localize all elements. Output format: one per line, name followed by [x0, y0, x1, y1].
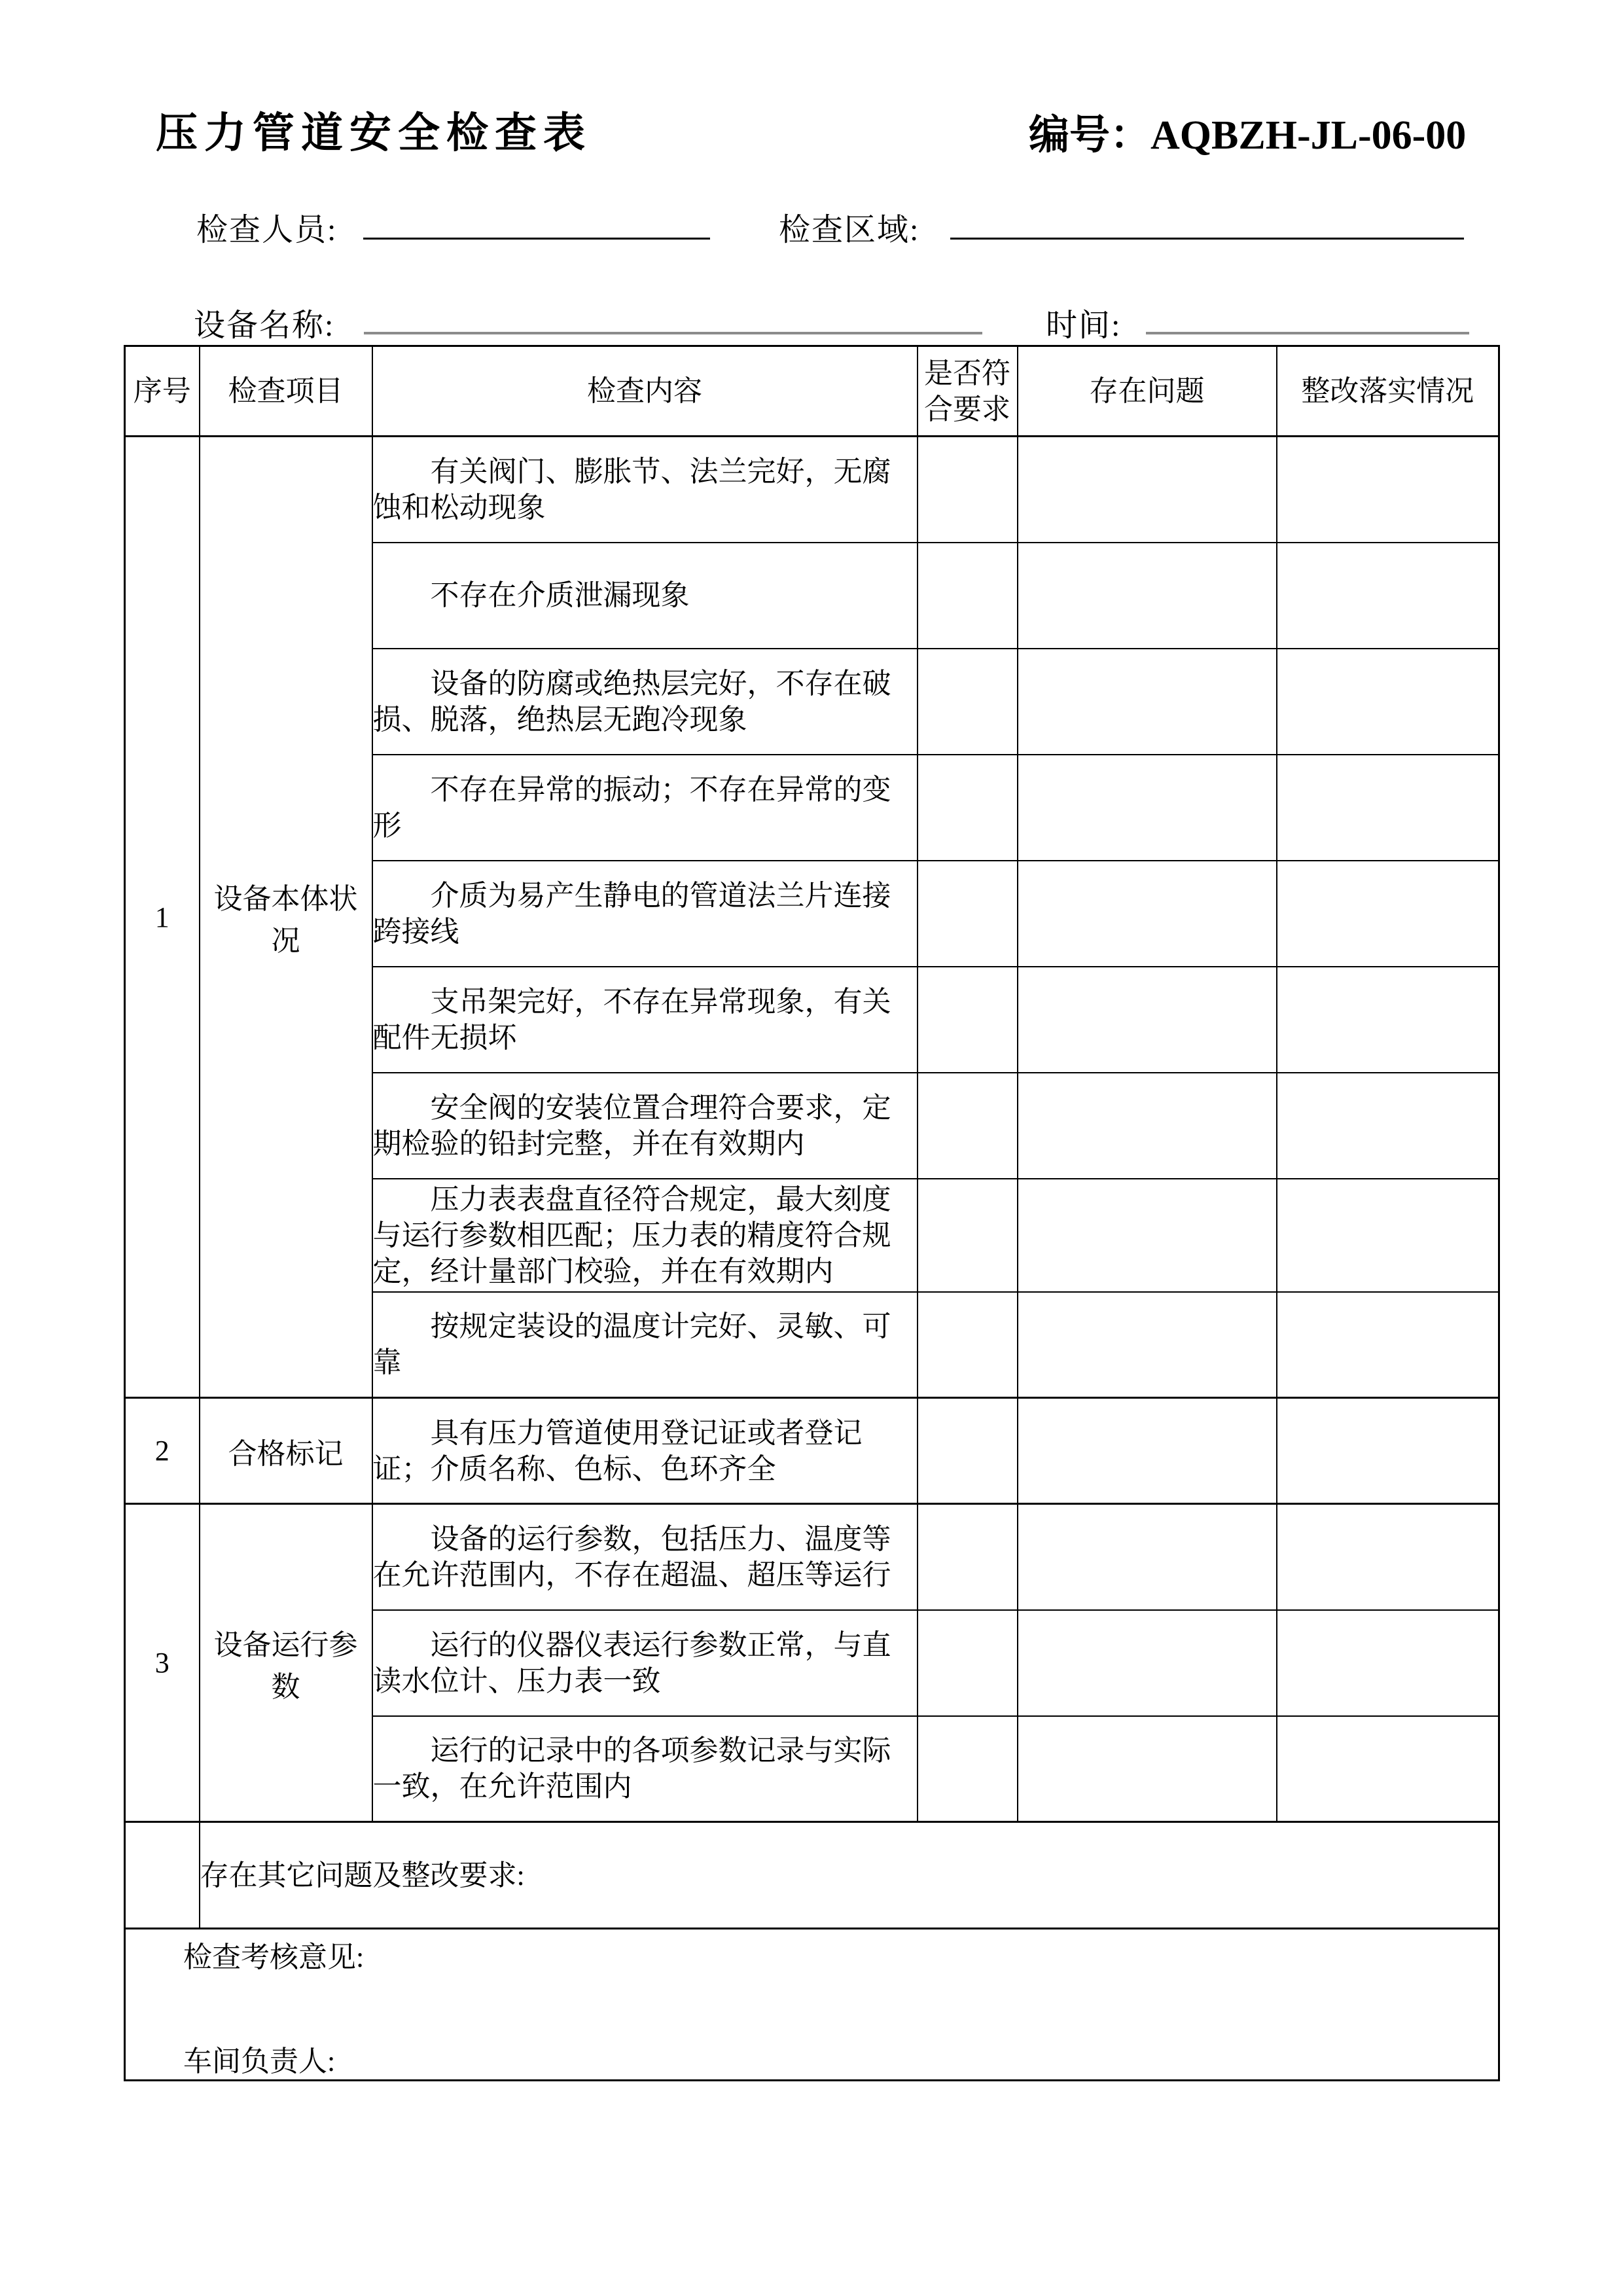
rectification-cell [1277, 1179, 1499, 1292]
problem-cell [1018, 1504, 1277, 1610]
problem-cell [1018, 755, 1277, 861]
other-problems-seq-cell [125, 1822, 200, 1929]
problem-cell [1018, 437, 1277, 543]
compliance-cell [918, 1504, 1018, 1610]
rectification-cell [1277, 1073, 1499, 1179]
content-cell: 不存在异常的振动；不存在异常的变形 [372, 755, 918, 861]
col-header-content: 检查内容 [372, 346, 918, 437]
content-cell: 支吊架完好，不存在异常现象，有关配件无损坏 [372, 967, 918, 1073]
compliance-cell [918, 1716, 1018, 1822]
rectification-cell [1277, 437, 1499, 543]
item-cell-2: 合格标记 [200, 1398, 372, 1504]
seq-cell-3: 3 [125, 1504, 200, 1822]
col-header-seq: 序号 [125, 346, 200, 437]
problem-cell [1018, 1073, 1277, 1179]
compliance-cell [918, 1610, 1018, 1716]
rectification-cell [1277, 1610, 1499, 1716]
content-cell: 设备的运行参数，包括压力、温度等在允许范围内，不存在超温、超压等运行 [372, 1504, 918, 1610]
rectification-cell [1277, 1504, 1499, 1610]
content-cell: 具有压力管道使用登记证或者登记证；介质名称、色标、色环齐全 [372, 1398, 918, 1504]
doc-number-label: 编号： [1029, 113, 1151, 158]
rectification-cell [1277, 967, 1499, 1073]
compliance-cell [918, 1179, 1018, 1292]
doc-number-value: AQBZH-JL-06-00 [1150, 113, 1467, 158]
review-cell [125, 1929, 1499, 2081]
compliance-cell [918, 967, 1018, 1073]
page-title: 压力管道安全检查表 [156, 110, 592, 156]
compliance-cell [918, 755, 1018, 861]
content-cell: 有关阀门、膨胀节、法兰完好，无腐蚀和松动现象 [372, 437, 918, 543]
rectification-cell [1277, 861, 1499, 967]
inspector-field-label: 检查人员: [196, 213, 338, 247]
review-opinion-label: 检查考核意见: [183, 1941, 365, 1973]
workshop-manager-label: 车间负责人: [183, 2045, 336, 2077]
problem-cell [1018, 861, 1277, 967]
rectification-cell [1277, 543, 1499, 649]
rectification-cell [1277, 755, 1499, 861]
inspector-field-underline [363, 238, 710, 240]
content-cell: 按规定装设的温度计完好、灵敏、可靠 [372, 1292, 918, 1398]
problem-cell [1018, 649, 1277, 755]
review-row [125, 1929, 1499, 2081]
compliance-cell [918, 649, 1018, 755]
equipment-field-underline [364, 332, 982, 334]
other-problems-row [125, 1822, 1499, 1929]
rectification-cell [1277, 1716, 1499, 1822]
compliance-cell [918, 1073, 1018, 1179]
content-cell: 压力表表盘直径符合规定，最大刻度与运行参数相匹配；压力表的精度符合规定，经计量部门校验，并在有效期内 [372, 1179, 918, 1292]
table-row [125, 437, 1499, 543]
col-header-rectification: 整改落实情况 [1277, 346, 1499, 437]
doc-number [1029, 102, 1466, 160]
table-row [125, 1504, 1499, 1610]
col-header-compliance: 是否符合要求 [918, 346, 1018, 437]
problem-cell [1018, 1292, 1277, 1398]
content-cell: 介质为易产生静电的管道法兰片连接跨接线 [372, 861, 918, 967]
col-header-problem: 存在问题 [1018, 346, 1277, 437]
rectification-cell [1277, 1292, 1499, 1398]
item-cell-1: 设备本体状况 [200, 437, 372, 1398]
time-field-label: 时间: [1046, 308, 1122, 343]
problem-cell [1018, 1610, 1277, 1716]
compliance-cell [918, 437, 1018, 543]
compliance-cell [918, 1398, 1018, 1504]
problem-cell [1018, 1398, 1277, 1504]
table-row [125, 1398, 1499, 1504]
area-field-label: 检查区域: [779, 213, 920, 247]
problem-cell [1018, 1716, 1277, 1822]
content-cell: 运行的记录中的各项参数记录与实际一致，在允许范围内 [372, 1716, 918, 1822]
seq-cell-2: 2 [125, 1398, 200, 1504]
equipment-field-label: 设备名称: [194, 308, 335, 343]
col-header-item: 检查项目 [200, 346, 372, 437]
content-cell: 不存在介质泄漏现象 [372, 543, 918, 649]
header-row [125, 346, 1499, 437]
problem-cell [1018, 543, 1277, 649]
item-cell-3: 设备运行参数 [200, 1504, 372, 1822]
compliance-cell [918, 543, 1018, 649]
compliance-cell [918, 861, 1018, 967]
rectification-cell [1277, 649, 1499, 755]
content-cell: 运行的仪器仪表运行参数正常，与直读水位计、压力表一致 [372, 1610, 918, 1716]
inspection-table [124, 345, 1500, 2081]
area-field-underline [950, 238, 1464, 240]
content-cell: 设备的防腐或绝热层完好，不存在破损、脱落，绝热层无跑冷现象 [372, 649, 918, 755]
seq-cell-1: 1 [125, 437, 200, 1398]
other-problems-label: 存在其它问题及整改要求: [200, 1822, 1499, 1929]
rectification-cell [1277, 1398, 1499, 1504]
compliance-cell [918, 1292, 1018, 1398]
problem-cell [1018, 1179, 1277, 1292]
problem-cell [1018, 967, 1277, 1073]
time-field-underline [1146, 332, 1469, 334]
content-cell: 安全阀的安装位置合理符合要求，定期检验的铅封完整，并在有效期内 [372, 1073, 918, 1179]
